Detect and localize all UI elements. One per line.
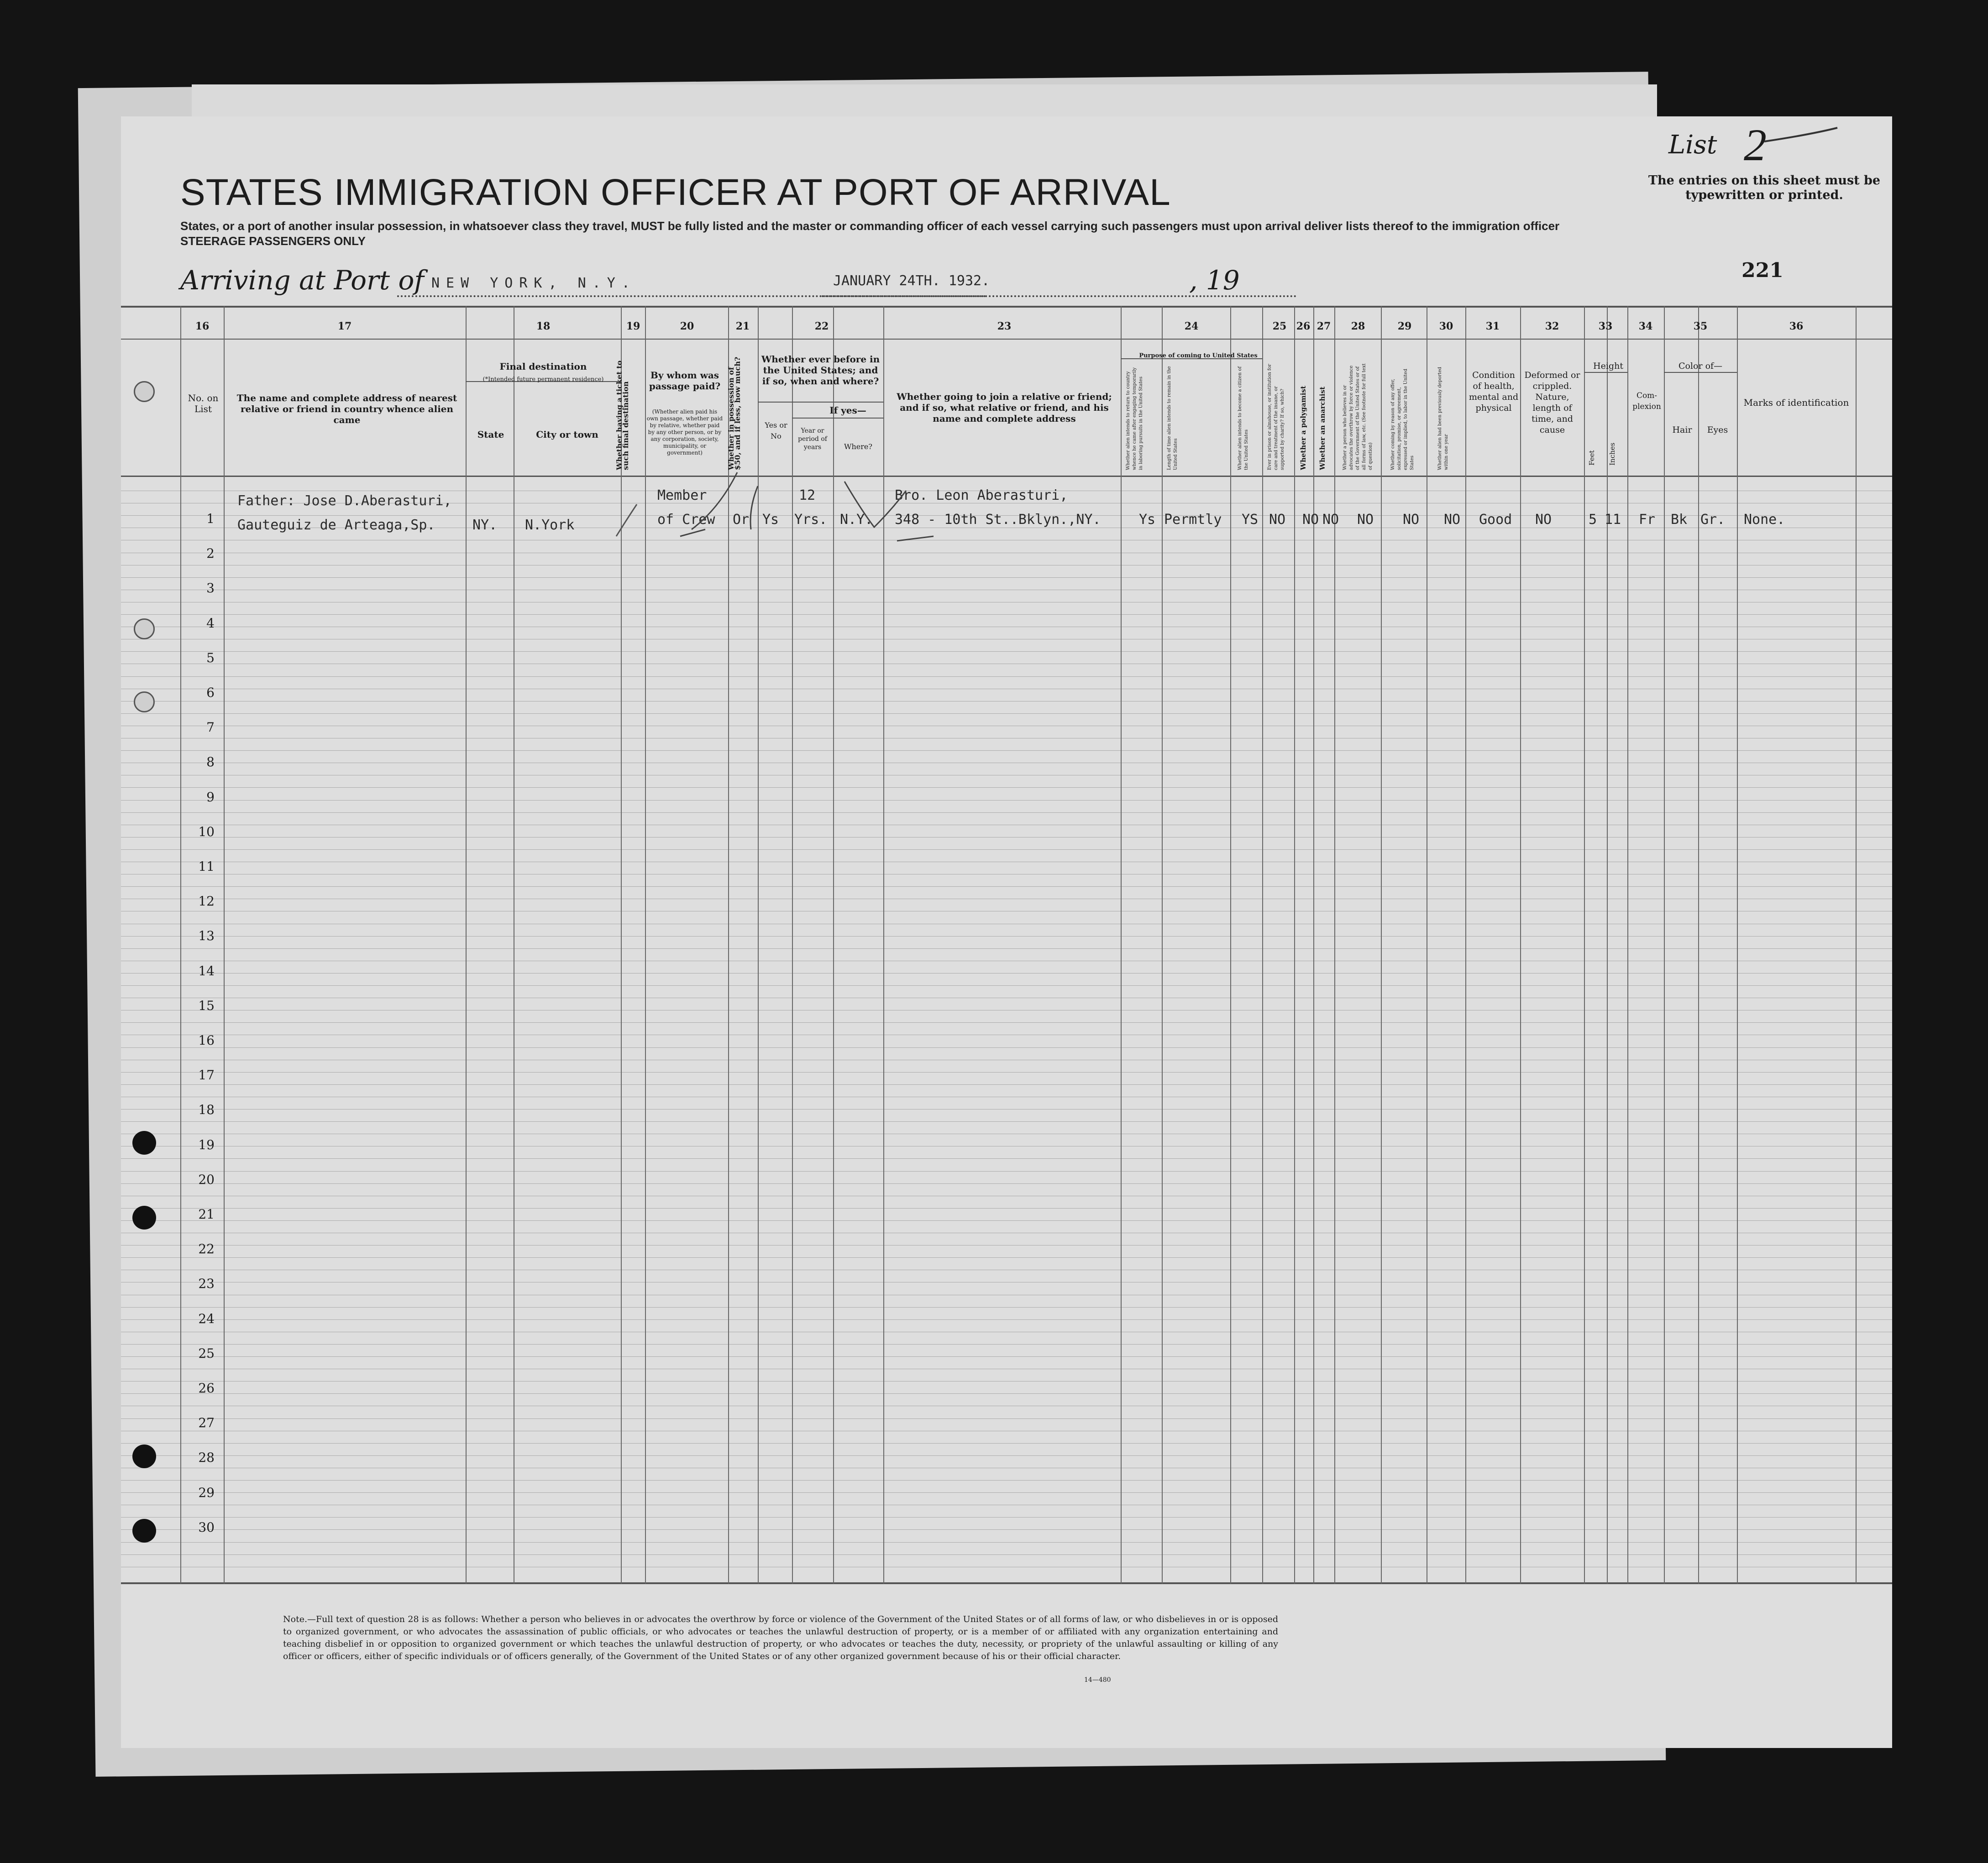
hdr-28: Whether a person who believes in or advocates the overthrow by force or violence of the Government of the United States or of all forms of law, etc. (See footnote for full text of question) — [1343, 363, 1373, 470]
before-years-1: 12 — [799, 487, 816, 503]
row-number: 22 — [198, 1241, 215, 1257]
before-yesno: Ys — [762, 512, 779, 528]
row-rule — [121, 1307, 1892, 1308]
row-number: 10 — [198, 824, 215, 839]
header-subdivider — [1584, 372, 1627, 373]
binder-ring — [134, 618, 155, 639]
join-line-2: 348 - 10th St..Bklyn.,NY. — [895, 512, 1101, 528]
row-rule — [121, 1480, 1892, 1481]
column-line — [728, 306, 729, 1584]
manifest-sheet — [121, 116, 1892, 1748]
hdr-18-note: (*Intended future permanent residence) — [483, 376, 604, 383]
hdr-35-eyes: Eyes — [1707, 425, 1728, 435]
row-rule — [121, 1257, 1892, 1258]
column-line — [1856, 306, 1857, 1584]
row-number: 16 — [198, 1033, 215, 1048]
row-number: 29 — [198, 1485, 215, 1500]
row-number: 27 — [198, 1415, 215, 1431]
hdr-19: Whether having a ticket to such final destination — [615, 360, 630, 470]
hdr-34: Com-plexion — [1632, 391, 1661, 411]
column-line — [1162, 306, 1163, 1584]
punch-hole — [132, 1519, 156, 1543]
table-top-border — [121, 306, 1892, 308]
hdr-31: Condition of health, mental and physical — [1469, 370, 1519, 413]
hdr-22-year: Year or period of years — [798, 427, 827, 451]
column-number: 22 — [814, 320, 829, 332]
arriving-label: Arriving at Port of — [180, 265, 424, 296]
page-title: STATES IMMIGRATION OFFICER AT PORT OF ARRIVAL — [180, 172, 1171, 213]
row-rule — [121, 1220, 1892, 1221]
money: Or — [733, 512, 750, 528]
row-rule — [121, 713, 1892, 714]
punch-hole — [132, 1444, 156, 1468]
row-rule — [121, 1121, 1892, 1122]
hdr-30: Whether alien had been previously deported within one year — [1437, 366, 1449, 470]
port-value: NEW YORK, N.Y. — [431, 275, 636, 291]
row-rule — [121, 1171, 1892, 1172]
subtitle: States, or a port of another insular possession, in whatsoever class they travel, MUST be fully listed and the master or commanding officer of each vessel carrying such passengers must upon arrival deliver lists thereof to the immigration officer — [180, 219, 1560, 233]
column-number: 17 — [337, 320, 352, 332]
column-number: 35 — [1693, 320, 1708, 332]
column-line — [758, 306, 759, 1584]
dest-city: N.York — [525, 517, 575, 533]
column-line — [1627, 306, 1628, 1584]
row-number: 7 — [206, 720, 215, 735]
row-number: 26 — [198, 1381, 215, 1396]
column-number: 36 — [1789, 320, 1804, 332]
hdr-24-length: Length of time alien intends to remain in the United States — [1167, 366, 1178, 470]
row-rule — [121, 849, 1892, 850]
column-line — [1737, 306, 1738, 1584]
row-rule — [121, 1183, 1892, 1184]
punch-hole — [132, 1206, 156, 1230]
row-number: 13 — [198, 928, 215, 944]
row-rule — [121, 1022, 1892, 1023]
colnum-divider — [121, 339, 1892, 340]
column-line — [1121, 306, 1122, 1584]
row-rule — [121, 948, 1892, 949]
column-number: 28 — [1351, 320, 1365, 332]
hdr-32: Deformed or crippled. Nature, length of time, and cause — [1524, 370, 1580, 435]
row-number: 2 — [206, 546, 215, 561]
column-line — [792, 306, 793, 1584]
row-rule — [121, 1492, 1892, 1493]
page-number: 221 — [1741, 259, 1783, 282]
column-line — [1465, 306, 1466, 1584]
passenger-class: STEERAGE PASSENGERS ONLY — [180, 234, 366, 248]
relative-line-1: Father: Jose D.Aberasturi, — [237, 493, 452, 509]
hdr-18-city: City or town — [536, 429, 598, 440]
form-number: 14—480 — [1084, 1676, 1111, 1684]
passage-line-1: Member — [657, 487, 707, 503]
column-line — [1664, 306, 1665, 1584]
row-rule — [121, 985, 1892, 986]
column-line — [1698, 306, 1699, 1584]
row-rule — [121, 577, 1892, 578]
row-rule — [121, 1158, 1892, 1159]
column-line — [645, 306, 646, 1584]
prison: NO — [1269, 512, 1286, 528]
before-years-2: Yrs. — [794, 512, 828, 528]
row-rule — [121, 1393, 1892, 1394]
column-number: 30 — [1439, 320, 1453, 332]
row-rule — [121, 1208, 1892, 1209]
date-value: JANUARY 24TH. 1932. — [833, 273, 990, 289]
labor-offer: NO — [1403, 512, 1420, 528]
row-rule — [121, 886, 1892, 887]
row-rule — [121, 1529, 1892, 1530]
row-rule — [121, 750, 1892, 751]
column-number: 20 — [680, 320, 694, 332]
column-number: 32 — [1545, 320, 1559, 332]
hdr-20-note: (Whether alien paid his own passage, whether paid by relative, whether paid by any other person, or by any corporation, society, municipality, or government) — [646, 408, 723, 456]
deported: NO — [1444, 512, 1461, 528]
purpose-citizen: YS — [1242, 512, 1259, 528]
row-number: 21 — [198, 1207, 215, 1222]
polygamist: NO — [1302, 512, 1319, 528]
row-rule — [121, 1443, 1892, 1444]
before-where: N.Y. — [840, 512, 873, 528]
column-line — [180, 306, 181, 1584]
column-number: 29 — [1397, 320, 1412, 332]
hdr-24-citizen: Whether alien intends to become a citizen of the United States — [1238, 366, 1249, 470]
eyes: Gr. — [1700, 512, 1726, 528]
height-feet: 5 — [1589, 512, 1597, 528]
row-rule — [121, 1542, 1892, 1543]
row-number: 25 — [198, 1345, 215, 1361]
year-prefix: , 19 — [1189, 265, 1240, 296]
row-rule — [121, 812, 1892, 813]
column-line — [833, 306, 834, 1584]
row-number: 12 — [198, 894, 215, 909]
hdr-26: Whether a polygamist — [1299, 386, 1307, 470]
row-number: 5 — [206, 650, 215, 665]
row-rule — [121, 1344, 1892, 1345]
hdr-35-hair: Hair — [1672, 425, 1692, 435]
column-number: 18 — [536, 320, 551, 332]
footnote: Note.—Full text of question 28 is as follows: Whether a person who believes in or advocates the overthrow by force or violence of the Government of the United States or of all forms of law, or who disbelieves in or is opposed to organized government, or who advocates the assassination of public officials, or who advocates or teaches the unlawful destruction of property, or is a member of or affiliated with any organization entertaining and teaching disbelief in or opposition to organized government or which teaches the unlawful destruction of property, or who advocates or teaches the duty, necessity, or propriety of the unlawful assaulting or killing of any officer or officers, either of specific individuals or of officers generally, of the Government of the United States or of any other organized government because of his or their official character. — [283, 1614, 1278, 1661]
row-number: 30 — [198, 1519, 215, 1535]
row-number: 8 — [206, 754, 215, 770]
relative-line-2: Gauteguiz de Arteaga,Sp. — [237, 517, 435, 533]
anarchist: NO — [1322, 512, 1339, 528]
hdr-18: Final destination — [499, 361, 587, 372]
column-number: 31 — [1485, 320, 1500, 332]
binder-ring — [134, 381, 155, 402]
column-number: 16 — [195, 320, 210, 332]
hdr-22: Whether ever before in the United States; and if so, when and where? — [761, 354, 880, 387]
list-number: 2 — [1744, 120, 1767, 170]
row-rule — [121, 1381, 1892, 1382]
row-number: 18 — [198, 1102, 215, 1118]
hdr-22-ifyes: If yes— — [829, 405, 866, 416]
row-number: 4 — [206, 615, 215, 631]
column-line — [224, 306, 225, 1584]
table-bottom-border — [121, 1582, 1892, 1584]
row-rule — [121, 1517, 1892, 1518]
row-rule — [121, 1072, 1892, 1073]
hdr-22-where: Where? — [844, 442, 872, 451]
marks: None. — [1744, 512, 1785, 528]
column-line — [883, 306, 884, 1584]
column-number: 27 — [1317, 320, 1331, 332]
row-number: 23 — [198, 1276, 215, 1292]
row-rule — [121, 787, 1892, 788]
hdr-20: By whom was passage paid? — [649, 370, 721, 392]
column-number: 24 — [1184, 320, 1199, 332]
purpose-return: Ys — [1139, 512, 1156, 528]
dest-state: NY. — [472, 517, 498, 533]
row-number: 1 — [206, 511, 215, 526]
row-rule — [121, 800, 1892, 801]
punch-hole — [132, 1131, 156, 1155]
hdr-25: Ever in prison or almshouse, or institution for care and treatment of the insane, or supported by charity? If so, which? — [1267, 364, 1285, 470]
column-line — [1230, 306, 1231, 1584]
row-number: 24 — [198, 1311, 215, 1326]
hdr-36: Marks of identification — [1743, 397, 1849, 408]
row-rule — [121, 651, 1892, 652]
row-number: 11 — [198, 859, 215, 874]
column-line — [1520, 306, 1521, 1584]
hdr-33-feet: Feet — [1588, 450, 1596, 466]
row-number: 19 — [198, 1137, 215, 1152]
row-rule — [121, 1554, 1892, 1555]
row-rule — [121, 1084, 1892, 1085]
purpose-length: Permtly — [1164, 512, 1222, 528]
row-number: 28 — [198, 1450, 215, 1465]
column-line — [466, 306, 467, 1584]
hdr-33: Height — [1593, 361, 1623, 371]
row-rule — [121, 936, 1892, 937]
row-rule — [121, 1319, 1892, 1320]
column-line — [1584, 306, 1585, 1584]
hdr-23: Whether going to join a relative or friend; and if so, what relative or friend, and his name and complete address — [897, 391, 1112, 424]
header-subdivider — [792, 418, 883, 419]
hdr-21: Whether in possession of $50, and if less, how much? — [727, 356, 742, 470]
row-number: 17 — [198, 1068, 215, 1083]
list-note: The entries on this sheet must be typewritten or printed. — [1648, 173, 1881, 202]
column-line — [1313, 306, 1314, 1584]
hdr-29: Whether coming by reason of any offer, solicitation, promise, or agreement, expressed or implied, to labor in the United States — [1390, 368, 1415, 470]
complexion: Fr — [1639, 512, 1656, 528]
row-number: 15 — [198, 998, 215, 1013]
column-line — [1294, 306, 1295, 1584]
header-bottom-border — [121, 476, 1892, 477]
header-subdivider — [758, 402, 883, 403]
row-rule — [121, 1356, 1892, 1357]
row-rule — [121, 1455, 1892, 1456]
row-number: 9 — [206, 789, 215, 805]
column-line — [1262, 306, 1263, 1584]
row-rule — [121, 1047, 1892, 1048]
join-line-1: Bro. Leon Aberasturi, — [895, 487, 1068, 503]
overthrow: NO — [1357, 512, 1374, 528]
hdr-22-yesno: Yes or No — [765, 421, 787, 440]
column-line — [1607, 306, 1608, 1584]
column-number: 21 — [735, 320, 750, 332]
row-rule — [121, 1418, 1892, 1419]
hdr-35: Color of— — [1678, 361, 1723, 371]
binder-ring — [134, 691, 155, 712]
column-number: 25 — [1272, 320, 1287, 332]
column-number: 26 — [1296, 320, 1311, 332]
row-number: 6 — [206, 685, 215, 700]
column-number: 33 — [1598, 320, 1613, 332]
hdr-18-state: State — [477, 429, 504, 440]
row-rule — [121, 614, 1892, 615]
deformed: NO — [1535, 512, 1552, 528]
column-line — [1334, 306, 1335, 1584]
row-number: 20 — [198, 1172, 215, 1187]
column-number: 19 — [626, 320, 640, 332]
column-number: 23 — [997, 320, 1012, 332]
hair: Bk — [1671, 512, 1688, 528]
passage-line-2: of Crew — [657, 512, 715, 528]
column-line — [1381, 306, 1382, 1584]
header-subdivider — [1664, 372, 1737, 373]
hdr-17: The name and complete address of nearest relative or friend in country whence alien came — [236, 392, 457, 425]
column-line — [621, 306, 622, 1584]
row-number: 14 — [198, 963, 215, 979]
hdr-16: No. on List — [188, 392, 219, 414]
row-number: 3 — [206, 581, 215, 596]
hdr-33-inches: Inches — [1608, 442, 1616, 466]
hdr-27: Whether an anarchist — [1318, 386, 1327, 470]
list-label: List — [1668, 130, 1717, 160]
health: Good — [1479, 512, 1512, 528]
row-rule — [121, 676, 1892, 677]
height-inches: 11 — [1605, 512, 1621, 528]
column-number: 34 — [1638, 320, 1653, 332]
hdr-24: Purpose of coming to United States — [1139, 352, 1258, 359]
hdr-24-return: Whether alien intends to return to country whence he came after engaging temporarily in laboring pursuits in the United States — [1126, 367, 1143, 470]
